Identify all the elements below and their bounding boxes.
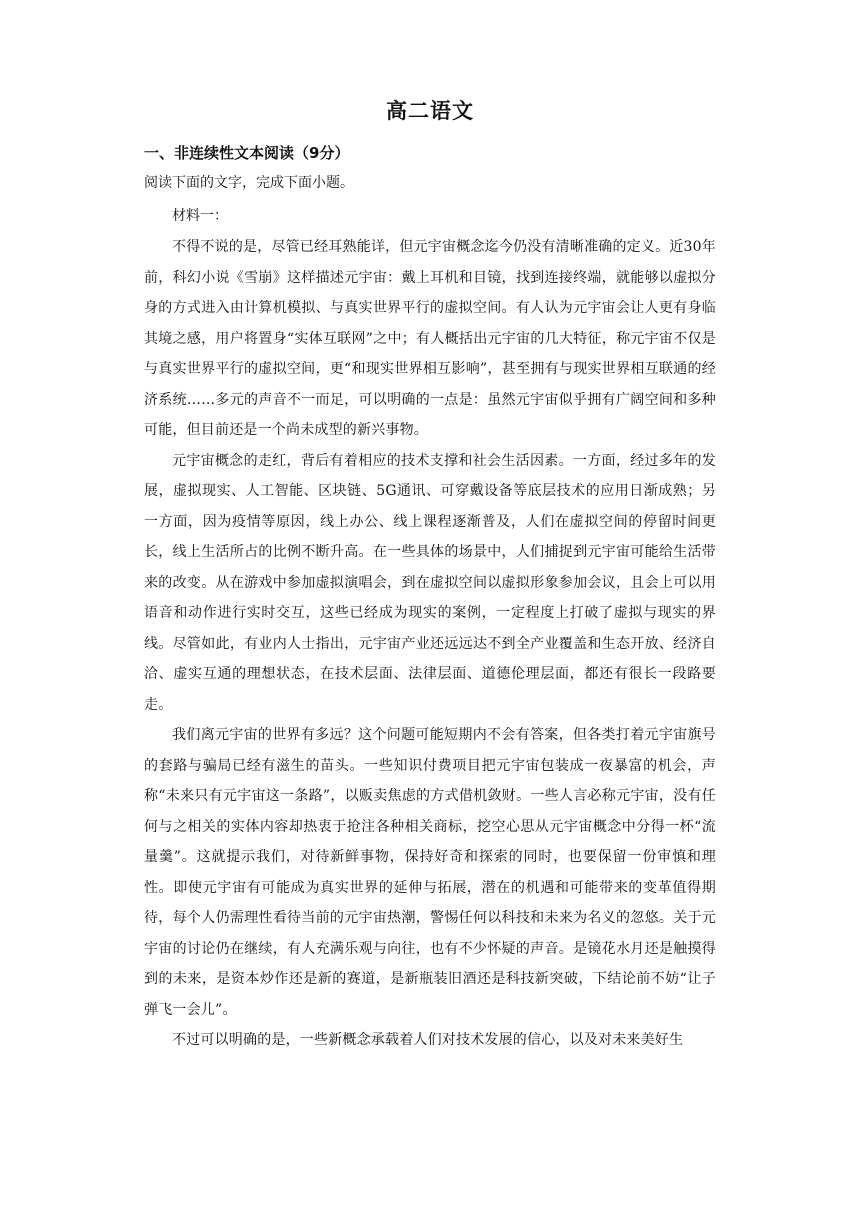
paragraph-1: 不得不说的是，尽管已经耳熟能详，但元宇宙概念迄今仍没有清晰准确的定义。近30年前，科幻小说《雪崩》这样描述元宇宙：戴上耳机和目镜，找到连接终端，就能够以虚拟分身的方式进入由计算机模拟、与真实世界平行的虚拟空间。有人认为元宇宙会让人更有身临其境之感，用户将置身“实体互联网”之中；有人概括出元宇宙的几大特征，称元宇宙不仅是与真实世界平行的虚拟空间，更“和现实世界相互影响”，甚至拥有与现实世界相互联通的经济系统……多元的声音不一而足，可以明确的一点是：虽然元宇宙似乎拥有广阔空间和多种可能，但目前还是一个尚未成型的新兴事物。 [144, 239, 716, 438]
paragraph-2: 元宇宙概念的走红，背后有着相应的技术支撑和社会生活因素。一方面，经过多年的发展，虚拟现实、人工智能、区块链、5G通讯、可穿戴设备等底层技术的应用日渐成熟；另一方面，因为疫情等原因，线上办公、线上课程逐渐普及，人们在虚拟空间的停留时间更长，线上生活所占的比例不断升高。在一些具体的场景中，人们捕捉到元宇宙可能给生活带来的改变。从在游戏中参加虚拟演唱会，到在虚拟空间以虚拟形象参加会议，且会上可以用语音和动作进行实时交互，这些已经成为现实的案例，一定程度上打破了虚拟与现实的界线。尽管如此，有业内人士指出，元宇宙产业还远远达不到全产业覆盖和生态开放、经济自洽、虚实互通的理想状态，在技术层面、法律层面、道德伦理层面，都还有很长一段路要走。 [144, 452, 716, 713]
paragraph-3: 我们离元宇宙的世界有多远？这个问题可能短期内不会有答案，但各类打着元宇宙旗号的套路与骗局已经有滋生的苗头。一些知识付费项目把元宇宙包装成一夜暴富的机会，声称“未来只有元宇宙这一条路”，以贩卖焦虑的方式借机敛财。一些人言必称元宇宙，没有任何与之相关的实体内容却热衷于抢注各种相关商标，挖空心思从元宇宙概念中分得一杯“流量羹”。这就提示我们，对待新鲜事物，保持好奇和探索的同时，也要保留一份审慎和理性。即使元宇宙有可能成为真实世界的延伸与拓展，潜在的机遇和可能带来的变革值得期待，每个人仍需理性看待当前的元宇宙热潮，警惕任何以科技和未来为名义的忽悠。关于元宇宙的讨论仍在继续，有人充满乐观与向往，也有不少怀疑的声音。是镜花水月还是触摸得到的未来，是资本炒作还是新的赛道，是新瓶装旧酒还是科技新突破，下结论前不妨“让子弹飞一会儿”。 [144, 727, 716, 1018]
section-heading: 一、非连续性文本阅读（9分） [144, 144, 350, 162]
reading-instruction: 阅读下面的文字，完成下面小题。 [144, 175, 354, 191]
document-title: 高二语文 [386, 99, 474, 123]
paragraph-4: 不过可以明确的是，一些新概念承载着人们对技术发展的信心，以及对未来美好生 [172, 1032, 684, 1048]
material-label: 材料一： [172, 208, 228, 224]
document-page [144, 96, 716, 1056]
